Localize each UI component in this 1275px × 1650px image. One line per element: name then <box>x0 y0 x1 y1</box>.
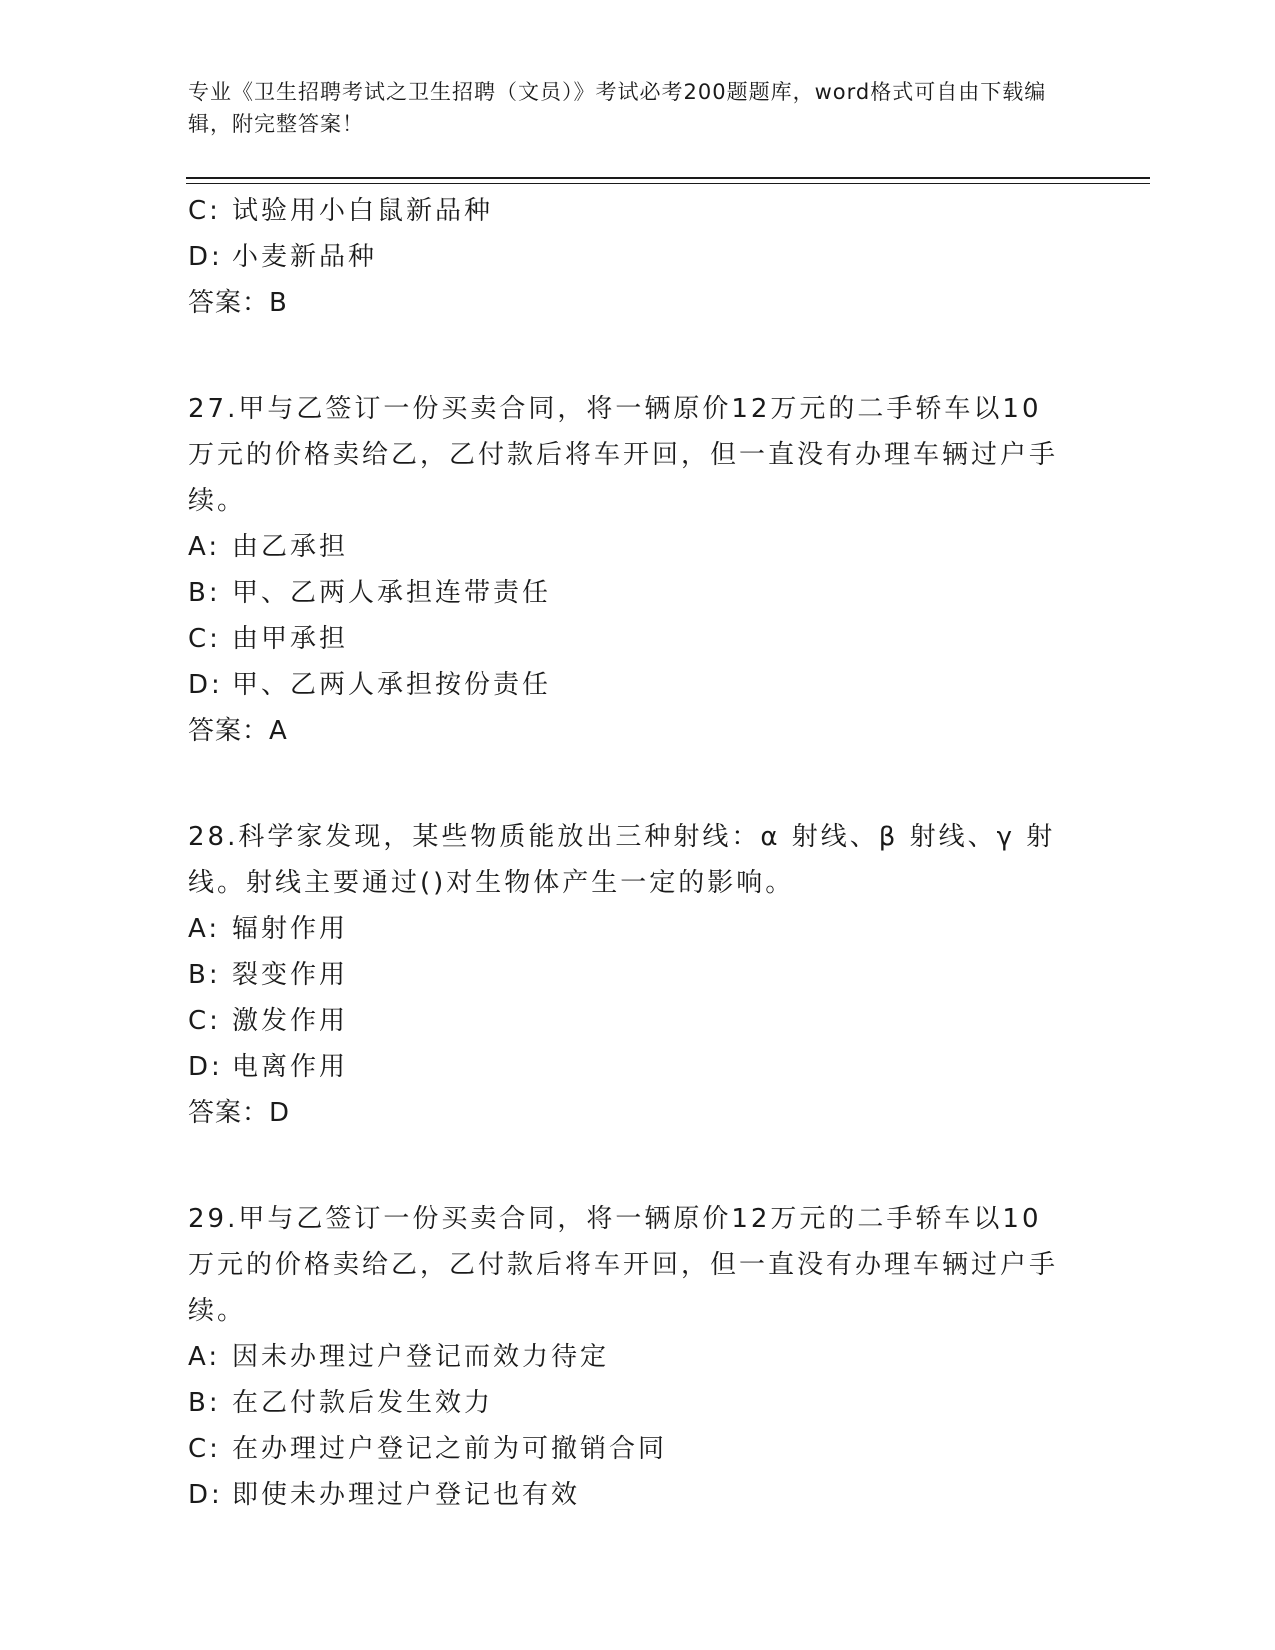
option-c: C: 试验用小白鼠新品种 <box>188 196 494 226</box>
answer: 答案：B <box>188 288 288 318</box>
option-d: D: 甲、乙两人承担按份责任 <box>188 670 552 700</box>
option-b: B: 裂变作用 <box>188 960 349 990</box>
option-d: D: 小麦新品种 <box>188 242 378 272</box>
question-stem: 29.甲与乙签订一份买卖合同，将一辆原价12万元的二手轿车以10万元的价格卖给乙，乙付款后将车开回，但一直没有办理车辆过户手续。 <box>188 1204 1059 1326</box>
option-d: D: 电离作用 <box>188 1052 349 1082</box>
document-header: 专业《卫生招聘考试之卫生招聘（文员）》考试必考200题题库，word格式可自由下载编辑，附完整答案！ <box>188 80 1047 136</box>
answer: 答案：A <box>188 716 288 746</box>
option-d: D: 即使未办理过户登记也有效 <box>188 1480 581 1510</box>
header-rule-thick <box>186 177 1150 179</box>
option-a: A: 辐射作用 <box>188 914 349 944</box>
option-a: A: 由乙承担 <box>188 532 349 562</box>
option-b: B: 甲、乙两人承担连带责任 <box>188 578 552 608</box>
option-b: B: 在乙付款后发生效力 <box>188 1388 494 1418</box>
question-28 <box>188 814 1088 1136</box>
option-c: C: 激发作用 <box>188 1006 349 1036</box>
option-a: A: 因未办理过户登记而效力待定 <box>188 1342 610 1372</box>
question-stem: 28.科学家发现，某些物质能放出三种射线：α 射线、β 射线、γ 射线。射线主要通过()对生物体产生一定的影响。 <box>188 822 1056 898</box>
previous-question <box>188 188 1088 326</box>
question-27 <box>188 386 1088 754</box>
option-c: C: 由甲承担 <box>188 624 349 654</box>
answer: 答案：D <box>188 1098 291 1128</box>
question-stem: 27.甲与乙签订一份买卖合同，将一辆原价12万元的二手轿车以10万元的价格卖给乙，乙付款后将车开回，但一直没有办理车辆过户手续。 <box>188 394 1059 516</box>
document-body <box>188 188 1088 1518</box>
header-rule-thin <box>186 183 1150 184</box>
question-29 <box>188 1196 1088 1518</box>
option-c: C: 在办理过户登记之前为可撤销合同 <box>188 1434 668 1464</box>
